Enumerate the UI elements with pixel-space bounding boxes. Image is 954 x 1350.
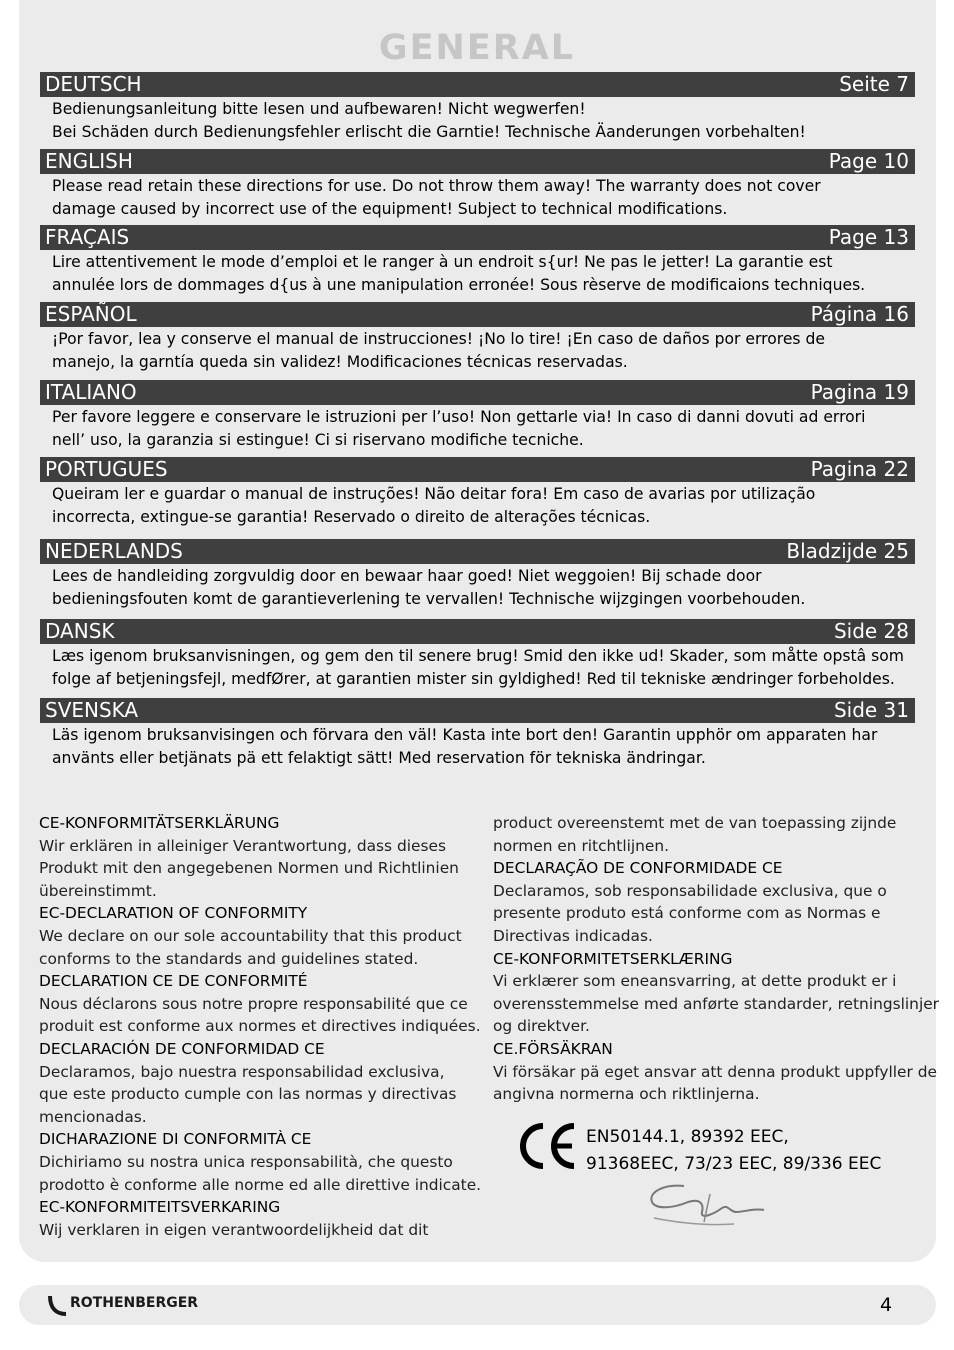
language-header-bar [40, 72, 915, 97]
ce-mark-icon [516, 1120, 578, 1172]
language-section [40, 72, 915, 143]
language-description [40, 405, 915, 451]
description-line: Bedienungsanleitung bitte lesen und aufbewaren! Nicht wegwerfen! [52, 100, 586, 118]
declaration-heading: CE.FÖRSÄKRAN [493, 1039, 613, 1058]
declaration-line: prodotto è conforme alle norme ed alle direttive indicate. [39, 1175, 482, 1194]
language-header-bar [40, 149, 915, 174]
description-line: Queiram ler e guardar o manual de instruções! Não deitar fora! Em caso de avarias por utilização [52, 485, 816, 503]
declaration-line: Vi försäkar pä eget ansvar att denna produkt uppfyller de [493, 1062, 937, 1081]
language-name: ESPAÑOL [45, 302, 137, 326]
language-section [40, 149, 915, 220]
declaration-line: Wir erklären in alleiniger Verantwortung, dass dieses [39, 836, 446, 855]
standards-list [586, 1124, 881, 1178]
language-page-ref: Pagina 19 [810, 380, 909, 404]
declaration-heading: DECLARAÇÃO DE CONFORMIDADE CE [493, 859, 783, 878]
declaration-line: overensstemmelse med anførte standarder, retningslinjer [493, 994, 940, 1013]
language-name: ITALIANO [45, 380, 137, 404]
declaration-line: og direktver. [493, 1017, 590, 1036]
language-header-bar [40, 457, 915, 482]
language-page-ref: Seite 7 [839, 72, 909, 96]
brand-name: ROTHENBERGER [70, 1295, 199, 1311]
language-section [40, 619, 915, 690]
declaration-line: übereinstimmt. [39, 881, 157, 900]
language-section [40, 380, 915, 451]
declaration-line: Wij verklaren in eigen verantwoordelijkheid dat dit [39, 1220, 429, 1239]
language-header-bar [40, 302, 915, 327]
standards-line-1: EN50144.1, 89392 EEC, [586, 1127, 789, 1147]
description-line: ¡Por favor, lea y conserve el manual de instrucciones! ¡No lo tire! ¡En caso de daños por errores de [52, 330, 825, 348]
language-section [40, 457, 915, 528]
declaration-heading: EC-DECLARATION OF CONFORMITY [39, 904, 308, 923]
language-page-ref: Side 31 [833, 698, 909, 722]
language-page-ref: Page 10 [828, 149, 909, 173]
language-description [40, 723, 915, 769]
declaration-line: Dichiriamo su nostra unica responsabilità, che questo [39, 1152, 453, 1171]
language-page-ref: Pagina 22 [810, 457, 909, 481]
language-header-bar [40, 539, 915, 564]
declaration-heading: DICHARAZIONE DI CONFORMITÀ CE [39, 1130, 312, 1149]
description-line: annulée lors de dommages d{us à une manipulation erronée! Sous rèserve de modificaions techniques. [52, 275, 866, 294]
language-page-ref: Bladzijde 25 [786, 539, 909, 563]
description-line: bedieningsfouten komt de garantieverlening te vervallen! Technische wijzgingen voorbehouden. [52, 589, 806, 608]
declaration-heading: CE-KONFORMITÄTSERKLÄRUNG [39, 814, 280, 832]
declaration-line: angivna normerna och riktlinjerna. [493, 1085, 760, 1104]
page-title: GENERAL [378, 28, 576, 68]
description-line: Lees de handleiding zorgvuldig door en bewaar haar goed! Niet weggoien! Bij schade door [52, 567, 762, 585]
declaration-line: Declaramos, bajo nuestra responsabilidad exclusiva, [39, 1062, 445, 1081]
declaration-line: Vi erklærer som eneansvarring, at dette produkt er i [493, 972, 897, 991]
language-page-ref: Side 28 [833, 619, 909, 643]
language-description [40, 564, 915, 610]
language-header-bar [40, 225, 915, 250]
declaration-line: conforms to the standards and guidelines stated. [39, 949, 419, 968]
declaration-line: presente produto está conforme com as Normas e [493, 904, 881, 923]
declaration-line: Produkt mit den angegebenen Normen und Richtlinien [39, 859, 459, 878]
declaration-heading: CE-KONFORMITETSERKLÆRING [493, 949, 733, 968]
declaration-heading: EC-KONFORMITEITSVERKARING [39, 1198, 281, 1217]
description-line: Læs igenom bruksanvisningen, og gem den til senere brug! Smid den ikke ud! Skader, som måtte opstâ som [52, 647, 904, 665]
language-page-ref: Página 16 [810, 302, 909, 326]
language-section [40, 539, 915, 610]
conformity-left-column [39, 812, 482, 1241]
declaration-line: product overeenstemt met de van toepassing zijnde [493, 814, 897, 832]
declaration-line: Declaramos, sob responsabilidade exclusiva, que o [493, 881, 887, 900]
declaration-line: produit est conforme aux normes et directives indiquées. [39, 1017, 481, 1036]
declaration-line: que este producto cumple con las normas y directivas [39, 1085, 457, 1104]
description-line: damage caused by incorrect use of the equipment! Subject to technical modifications. [52, 199, 728, 218]
declaration-heading: DECLARATION CE DE CONFORMITÉ [39, 972, 308, 991]
language-name: SVENSKA [45, 698, 139, 722]
description-line: Per favore leggere e conservare le istruzioni per l’uso! Non gettarle via! In caso di danni dovuti ad errori [52, 408, 866, 426]
description-line: använts eller betjänats pä ett felaktigt sätt! Med reservation för tekniska ändringar. [52, 748, 706, 767]
language-name: DEUTSCH [45, 72, 142, 96]
declaration-line: Nous déclarons sous notre propre responsabilité que ce [39, 994, 468, 1013]
description-line: folge af betjeningsfejl, medfØrer, at garantien mister sin gyldighed! Red til tekniske ændringer forbeholdes. [52, 669, 895, 688]
description-line: Lire attentivement le mode d’emploi et le ranger à un endroit s{ur! Ne pas le jetter! La garantie est [52, 253, 833, 271]
language-page-ref: Page 13 [828, 225, 909, 249]
page-number: 4 [880, 1294, 893, 1316]
language-name: PORTUGUES [45, 457, 168, 481]
declaration-line: normen en ritchtlijnen. [493, 836, 670, 855]
standards-line-2: 91368EEC, 73/23 EEC, 89/336 EEC [586, 1154, 882, 1174]
language-section [40, 225, 915, 296]
declaration-line: We declare on our sole accountability that this product [39, 926, 462, 945]
language-description [40, 250, 915, 296]
language-name: DANSK [45, 619, 115, 643]
language-header-bar [40, 380, 915, 405]
description-line: manejo, la garntía queda sin validez! Modificaciones técnicas reservadas. [52, 352, 628, 371]
declaration-heading: DECLARACIÓN DE CONFORMIDAD CE [39, 1039, 325, 1058]
declaration-line: mencionadas. [39, 1107, 147, 1126]
description-line: Läs igenom bruksanvisingen och förvara den väl! Kasta inte bort den! Garantin upphör om apparaten har [52, 726, 878, 744]
language-name: FRAÇAIS [45, 225, 130, 249]
language-description [40, 644, 915, 690]
signature-image [644, 1178, 768, 1234]
language-description [40, 174, 915, 220]
language-section [40, 302, 915, 373]
language-header-bar [40, 698, 915, 723]
language-section [40, 698, 915, 769]
language-description [40, 327, 915, 373]
description-line: Please read retain these directions for use. Do not throw them away! The warranty does not cover [52, 177, 821, 195]
language-header-bar [40, 619, 915, 644]
description-line: incorrecta, extingue-se garantia! Reservado o direito de alterações técnicas. [52, 507, 651, 526]
conformity-right-column [493, 812, 940, 1106]
declaration-line: Directivas indicadas. [493, 926, 653, 945]
language-name: ENGLISH [45, 149, 133, 173]
language-description [40, 482, 915, 528]
description-line: nell’ uso, la garanzia si estingue! Ci si riservano modifiche tecniche. [52, 430, 584, 449]
language-description [40, 97, 915, 143]
description-line: Bei Schäden durch Bedienungsfehler erlischt die Garntie! Technische Äanderungen vorbehalten! [52, 122, 806, 141]
language-name: NEDERLANDS [45, 539, 183, 563]
